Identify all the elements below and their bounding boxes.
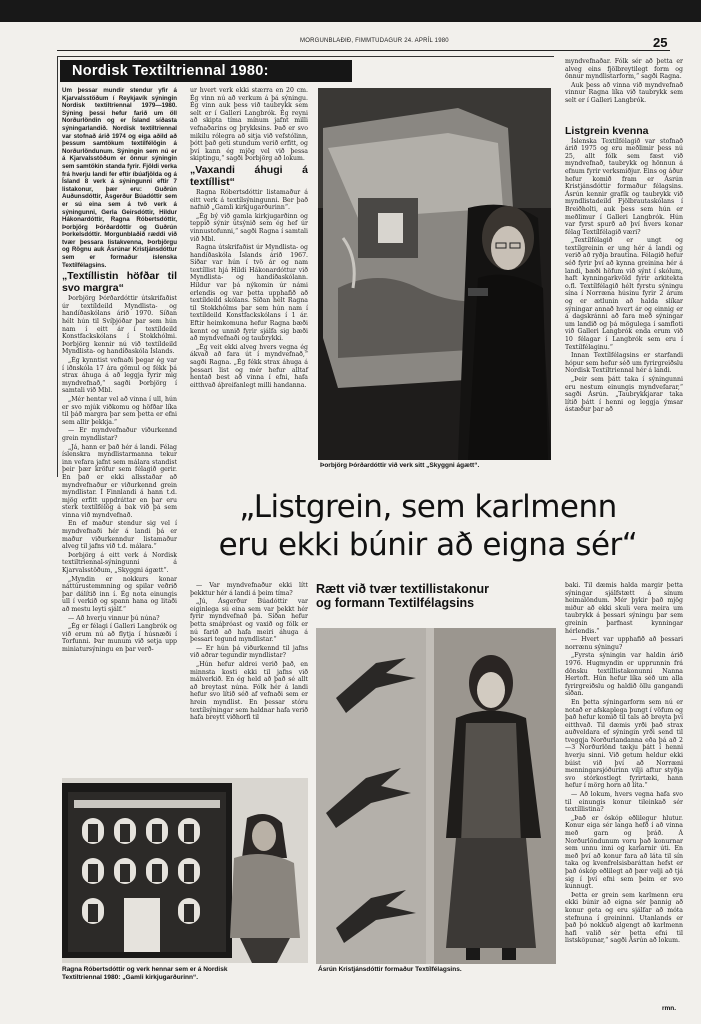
paragraph: „Textílfélagið er ungt og textílgreinin er ung hér á landi og verið að ryðja brautina. Félagið hefur séð fyrir því að kynna greinina hér á landi, bæði höfum við sýnt í skólum, haft kynningarkvöld fyrir arkitekta o.fl. Textílfélagið hélt fyrstu sýningu sína í Norræna húsinu fyrir 2 árum og er ætlunin að halda slíkar sýningar annað hvert ár og einnig er á dagskránni að fara með sýningar um landið og þá mögulega í samfloti við Galleri Langbrók enda erum við 10 félagar í Langbrók sem eru í Textílfélaginu.“ — [565, 237, 683, 351]
headline-line-2: eru ekki búnir að eigna sér“ — [218, 527, 638, 563]
paragraph: — Hvert var upphafið að þessari norrænu sýningu? — [565, 636, 683, 651]
caption-ragna-line-1: Ragna Róbertsdóttir og verk hennar sem er á Nordisk — [62, 966, 228, 973]
author-signature: rmn. — [662, 1005, 677, 1012]
paragraph: „Ég kynntist vefnaði þegar ég var í iðnskóla 17 ára gömul og fékk þá strax áhuga á að leggja fyrir mig myndvefnað,“ sagði Þorbjörg í samtali við Mbl. — [62, 357, 177, 395]
paragraph: Þetta er grein sem karlmenn eru ekki búnir að eigna sér þannig að konur geta og eru sjálfar að móta stefnuna í greininni. Utanlands er það þó nokkuð algengt að karlmenn hafi valið sér þetta efni til listsköpunar,“ sagði Ásrún að lokum. — [565, 891, 683, 945]
caption-ragna — [62, 966, 312, 982]
photo-ragna-image — [62, 778, 308, 963]
paragraph: „Myndin er nokkurs konar náttúrustemmning og spilar veðrið þar dálítið inn í. Ég nota einungis ull í verkið og spann hana og litaði að mestu leyti sjálf.“ — [62, 575, 177, 613]
paragraph: „Ég er félagi í Galleri Langbrók og við erum nú að flytja í húsnæði í Torfunni. Þar munum við setja upp miniatursýningu en þar verð- — [62, 623, 177, 653]
deck — [316, 582, 556, 610]
photo-asrun-tapestry — [316, 628, 556, 964]
paragraph: „Hún hefur aldrei verið það, en minnsta kosti ekki til jafns við málverkið. En ég held að það sé allt að breytast núna. Fólk hér á landi hefur svo lítið séð af vefnaði sem er hrein myndlist. En þessar stóru textílsýningar sem haldnar hafa verið hafa breytt viðhorfi til — [190, 660, 308, 722]
paragraph: „Þeir sem þátt taka í sýningunni eru nestum einungis myndvefarar,“ sagði Ásrún. „Taubrykkjarar taka lítið þátt í henni og leggja ýmsar ástæður þar að — [565, 375, 683, 414]
caption-ragna-line-2: Textiltriennal 1980: „Gamli kirkjugarðurinn“. — [62, 974, 199, 981]
paragraph: — Er hún þá viðurkennd til jafns við aðrar tegundir myndlistar? — [190, 644, 308, 660]
paragraph: Þorbjörg á eitt verk á Nordisk textiltriennal-sýningunni á Kjarvalsstöðum, „Skyggni ágætt“. — [62, 551, 177, 575]
paragraph: Ragna útskrifaðist úr Myndlista- og handíðaskóla Íslands árið 1967. Síðar var hún í tvö ár og nam textíllist hjá Hildi Hákonardóttur við Myndlista- og handíðaskólann. Hildur var þá nýkomin úr námi erlendis og var þetta upphafið að textíldeild skólans. Síðan hélt Ragna til Stokkhólms þar sem hún nam í textíldeild Konstfackskólans í 1 ár. Eftir heimkomuna hefur Ragna bæði kennt og unnið fyrir sjálfa sig bæði að myndvefnaði og taubrykki. — [190, 244, 308, 343]
paragraph: Innan Textílfélagsins er starfandi hópur sem hefur séð um fyrirgreiðslu Nordisk Textiltriennal hér á landi. — [565, 352, 683, 375]
column-1 — [62, 87, 177, 653]
photo-ragna-tapestry — [62, 778, 308, 963]
paragraph: „Ég veit ekki alveg hvers vegna ég ákvað að fara út í myndvefnað,“ sagði Ragna. „Ég fékk strax áhuga á þessari list og mér hefur alltaf hentað best að vinna í efni, hafa eitthvað áþreifanlegt milli handanna. — [190, 343, 308, 389]
subhead-textillistin: „Textíllistin höfðar til svo margra“ — [62, 270, 177, 295]
column-2 — [190, 87, 308, 469]
intro-paragraph: Um þessar mundir stendur yfir á Kjarvalsstöðum í Reykjavík sýningin Nordisk textiltriennal 1979—1980. Sýning þessi hefur farið um öll Norðurlöndin og er Ísland síðasta sýningarlandið. Nordisk textiltriennal var stofnað árið 1974 og eiga aðild að þessum samtökum textilfélögin á Norðurlöndunum. Sýningin sem nú er á Kjarvalsstöðum er önnur sýningin sem samtökin standa fyrir. Fjöldi verka frá hverju landi fer eftir íbúafjölda og á Ísland 8 verk á sýningunni eftir 7 listakonur, þær eru: Guðrún Auðunsdóttir, Ásgerður Búadóttir sem er sú eina sem á tvö verk á sýningunni, Gerla Geirsdóttir, Hildur Hákonardóttir, Ragna Róbertsdóttir, Þorbjörg Þórðardóttir og Guðrún Þorkelsdóttir. Morgunblaðið ræddi við tvær þessara listakvenna, Þorbjörgu og Rögnu auk Ásrúnar Kristjánsdóttur sem er formaður íslenska Textílfélagsins. — [62, 87, 177, 269]
paragraph: baki. Til dæmis halda margir þetta sýningar sjálfstætt á sínum heimalöndum. Mér þykir það mjög miður að ekki skuli vera meira um taubrykk á þessari sýningu þar sem greinin þarfnast kynningar hérlendis.“ — [565, 582, 683, 635]
paragraph: „Jú, Ásgerður Búadóttir var eiginlega sú eina sem var þekkt hér fyrir myndvefnað þá. Síðan hefur þetta smáþróast og vaxið og fólk er nú farið að hafa meiri áhuga á þessari tegund myndlistar.“ — [190, 598, 308, 644]
deck-line-2: og formann Textilfélagsins — [316, 596, 475, 610]
paragraph: „Fyrsta sýningin var haldin árið 1976. Hugmyndin er upprunnin frá dönsku textíllistakonunni Nanna Hertoft. Hún hefur líka séð um alla fyrirgreiðslu og haldið öllu gangandi síðan. — [565, 652, 683, 698]
column-4 — [565, 582, 683, 1012]
photo-asrun-image — [316, 628, 556, 964]
header-rule — [57, 50, 670, 51]
paragraph: — Að hverju vinnur þú núna? — [68, 614, 160, 622]
paragraph: Ragna Róbertsdóttir listamaður á eitt verk á textílsýningunni. Ber það nafnið „Gamli kirkjugarðurinn“. — [190, 188, 308, 212]
caption-thorbjorg: Þorbjörg Þórðardóttir við verk sitt „Skyggni ágætt“. — [320, 462, 480, 469]
section-title: Nordisk Textiltriennal 1980: — [60, 60, 352, 82]
photo-thorbjorg-tapestry — [318, 88, 551, 460]
paragraph: „Mér hentar vel að vinna í ull, hún er svo mjúk viðkomu og höfðar líka til þáð margra þar sem þetta er efni sem allir þekkja.“ — [62, 395, 177, 426]
page-number: 25 — [653, 35, 668, 50]
deck-line-1: Rætt við tvær textillistakonur — [316, 582, 489, 596]
running-head: MORGUNBLAÐIÐ, FIMMTUDAGUR 24. APRÍL 1980 — [300, 38, 449, 44]
column-lower-middle — [190, 582, 308, 770]
caption-asrun: Ásrún Kristjánsdóttir formaður Textílfélagsins. — [318, 966, 462, 973]
column-3 — [565, 58, 683, 466]
paragraph: „Já, hann er það hér á landi. Félag íslenskra myndlistarmanna tekur inn vefara jafnt sem málara standist þeir þær kröfur sem félagið gerir. En það er ekki allsstaðar að myndvefnaður er viðurkennd grein myndlistar. Í Finnlandi á hann t.d. mjög erfitt uppdráttar en þar eru sterk textílfélög á bak við þá sem vinna við myndvefnað. — [62, 443, 177, 519]
paragraph: Íslenska Textílfélagið var stofnað árið 1975 og eru meðlimir þess nú 25, allt fólk sem fæst við myndvefnað, taubrykk og hönnun á efnum fyrir verksmiðjur. Eins og áður hefur komið fram er Ásrún Kristjánsdóttir formaður félagsins. Ásrún kennir grafík og taubrykk við myndlistadeild Fjölbrautaskólans í Breiðholti, auk þess sem hún er meðlimur í Galleri Langbrók. Hún var fyrst spurð að því hvers konar félag Textílfélagið væri? — [565, 137, 683, 236]
subhead-listgrein-kvenna: Listgrein kvenna — [565, 124, 649, 137]
paragraph: — Er myndvefnaður viðurkennd grein myndlistar? — [62, 427, 177, 442]
headline-line-1: „Listgrein, sem karlmenn — [239, 489, 617, 525]
subhead-vaxandi-ahugi: „Vaxandi áhugi á textíllist“ — [190, 163, 308, 188]
photo-thorbjorg-image — [318, 88, 551, 460]
paragraph: ur hvert verk ekki stærra en 20 cm. Ég vinn nú að verkum á þá sýningu. Ég vinn auk þess við taubrykk sem selt er í Galleri Langbrók. Ég reyni að skipta tíma mínum jafnt milli vefnaðarins og þrykksins. Það er svo mikilu rólegra að sitja við vefstólinn, þótt það geti stundum verið erfitt, og því kann ég mjög vel við þessa skiptingu,“ sagði Þorbjörg að lokum. — [190, 87, 308, 163]
paragraph: „Ég bý við gamla kirkjugarðinn og teppið sýnir útsýnið sem ég hef úr vinnustofunni,“ sagði Ragna í samtali við Mbl. — [190, 212, 308, 243]
paragraph: myndvefnaðar. Fólk sér að þetta er alveg eins fjölbreytilegt form og önnur myndlistarform,“ sagði Ragna. — [565, 58, 683, 81]
main-headline — [178, 488, 678, 564]
paragraph: „Það er óskóp eðlilegur hlutur. Konur eiga sér langa hefð í að vinna með garn og þráð. Á Norðurlöndunum voru það konurnar sem unnu inni og karlarnir úti. En með því að konur fara að láta til sín taka og kvenfrelsisbaráttan hefst er það óskóp eðlilegt að þær velji að tjá sig í því efni sem þeim er svo kunnugt. — [565, 814, 683, 891]
paragraph: En ef maður stendur sig vel í myndvefnaði hér á landi þá er maður viðurkenndur listamaður alveg til jafns við t.d. málara.“ — [62, 520, 177, 551]
paragraph: En þetta sýningarform sem nú er notað er afskaplega þungt í vöfum og það hefur komið til tals að breyta því eitthvað. Til dæmis yrði það strax auðveldara ef sýningin yrði send til tveggja Norðurlandanna eða þá að 2—3 Norðurlönd tækju þátt í henni hverju sinni. Við getum heldur ekki búist við því að Norræni menningarsjóðurinn vilji aftur styðja svo stórkostlegt fyrirtæki, hann hefur í mörg horn að líta.“ — [565, 698, 683, 790]
scan-top-edge — [0, 0, 701, 22]
paragraph: Auk þess að vinna við myndvefnað vinnur Ragna líka við taubrykk sem selt er í Galleri Langbrók. — [565, 81, 683, 104]
paragraph: — Var myndvefnaður ekki lítt þekktur hér á landi á þeim tíma? — [190, 582, 308, 597]
paragraph: — Að lokum, hvers vegna hafa svo til einungis konur tileinkað sér textíllistina? — [565, 791, 683, 814]
paragraph: Þorbjörg Þórðardóttir útskrifaðist úr textíldeild Myndlista- og handíðaskólans árið 1970. Síðan hélt hún til Svíþjóðar þar sem hún nam í eitt ár í textíldeild Konstfackskólans í Stokkhólmi. Þorbjörg kennir nú við textíldeild Myndlista- og handíðaskóla Íslands. — [62, 295, 177, 356]
